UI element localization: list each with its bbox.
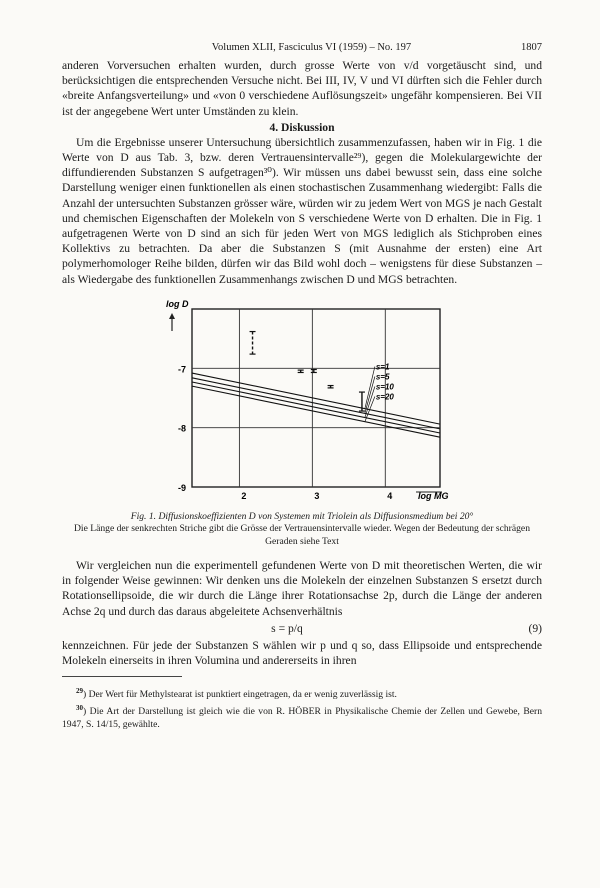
journal-title: Volumen XLII, Fasciculus VI (1959) – No. 197 — [211, 42, 412, 53]
page-number: 1807 — [521, 42, 542, 53]
series-label: s=10 — [375, 382, 394, 392]
running-header — [62, 42, 542, 58]
header-left — [62, 42, 102, 58]
series-label: s=5 — [375, 372, 390, 382]
series-label: s=20 — [375, 392, 394, 402]
y-tick-label: -9 — [178, 482, 187, 493]
y-tick-label: -8 — [178, 423, 187, 434]
paragraph-1: anderen Vorversuchen erhalten wurden, durch grosse Werte von v/d vorgetäuscht sind, und berücksichtigen die entsprechenden Versuche nicht. Bei III, IV, V und VI dürften sich die Fehler durch «breite Anfangsverteilung» und «von 0 verschiedene Auflösungszeit» ungefähr kompensieren. Bei VII ist der angegebene Wert unter Umständen zu klein. — [62, 59, 542, 118]
diffusion-chart — [62, 293, 542, 509]
y-tick-label: -7 — [178, 364, 187, 375]
equation-expression: s = p/q — [271, 621, 303, 635]
footnote-29: $^{29}$) Der Wert für Methylstearat ist punktiert eingetragen, da er wenig zuverlässig ist. — [76, 687, 397, 701]
paragraph-3: Wir vergleichen nun die experimentell gefundenen Werte von D mit theoretischen Werten, die wir in folgender Weise gewinnen: Wir denken uns die Molekeln der einzelnen Substanzen S ersetzt durch Rotationsellipsoide, die wir durch die Länge ihrer Rotationsachse 2p, durch die Länge der anderen Achse 2q und durch das daraus abgeleitete Achsenverhältnis — [62, 559, 542, 618]
footnote-rule — [62, 676, 182, 677]
footnote-text: Die Art der Darstellung ist gleich wie die von R. HÖBER in Physikalische Chemie der Zellen und Gewebe, Bern 1947, S. 14/15, gewählte. — [62, 706, 543, 730]
series-label-leader — [365, 376, 375, 413]
caption-text: Die Länge der senkrechten Striche gibt die Grösse der Vertrauensintervalle wieder. Wegen der Bedeutung der schrägen Geraden siehe Text — [73, 523, 530, 547]
series-line — [192, 382, 440, 433]
paragraph-2: Um die Ergebnisse unserer Untersuchung übersichtlich zusammenzufassen, haben wir in Fig. 1 die Werte von D aus Tab. 3, bzw. deren Vertrauensintervalle²⁹), gegen die Molekulargewichte der diffundierenden Substanzen S aufgetragen³⁰). Wir müssen uns dabei bewusst sein, dass eine solche Darstellung weniger einen funktionellen als einen stochastischen Zusammenhang wiedergibt: Falls die Anzahl der untersuchten Substanzen grösser wäre, würden wir zu jedem Wert von MGS je nach Gestalt und chemischen Eigenschaften der Molekeln von S verschiedene Werte von D erhalten. Die in Fig. 1 aufgetragenen Werte von D sind an sich für jeden Wert von MGS lediglich als Stichproben eines Kollektivs zu betrachten. Da aber die Substanzen S (mit Ausnahme der ersten) eine Art polymerhomologer Reihe bilden, dürfen wir das Bild wohl doch – wenigstens für diese Substanzen – als Wiedergabe des funktionellen Zusammenhangs zwischen D und MGS betrachten. — [62, 135, 542, 286]
equation-9 — [62, 620, 542, 637]
page — [62, 42, 542, 731]
section-heading: 4. Diskussion — [269, 120, 335, 134]
x-axis-label: log MG — [418, 490, 449, 501]
footnote-30: $^{30}$) Die Art der Darstellung ist gleich wie die von R. HÖBER in Physikalische Chemie der Zellen und Gewebe, Bern 1947, S. 14/15, gewählte. — [62, 704, 543, 730]
footnote-mark: 29 — [76, 687, 83, 696]
x-tick-label: 4 — [387, 490, 393, 501]
series-line — [192, 386, 440, 437]
series-line — [192, 373, 440, 424]
paragraph-4: kennzeichnen. Für jede der Substanzen S wählen wir p und q so, dass Ellipsoide und entsprechende Molekeln einerseits in ihren Volumina und andererseits in ihren — [62, 638, 542, 668]
footnote-text: Der Wert für Methylstearat ist punktiert eingetragen, da er wenig zuverlässig ist. — [88, 689, 397, 701]
x-tick-label: 3 — [314, 490, 320, 501]
figure-1 — [62, 293, 542, 509]
footnote-mark: 30 — [76, 704, 83, 713]
caption-title: Fig. 1. Diffusionskoeffizienten D von Systemen mit Triolein als Diffusionsmedium bei 20° — [130, 510, 474, 522]
x-tick-label: 2 — [241, 490, 247, 501]
equation-number: (9) — [528, 621, 542, 635]
series-line — [192, 378, 440, 429]
plot-frame — [192, 309, 440, 487]
series-label: s=1 — [375, 362, 390, 372]
y-axis-arrowhead — [169, 313, 175, 319]
y-axis-label: log D — [166, 298, 189, 309]
footnotes — [62, 685, 542, 731]
figure-caption — [62, 511, 542, 548]
